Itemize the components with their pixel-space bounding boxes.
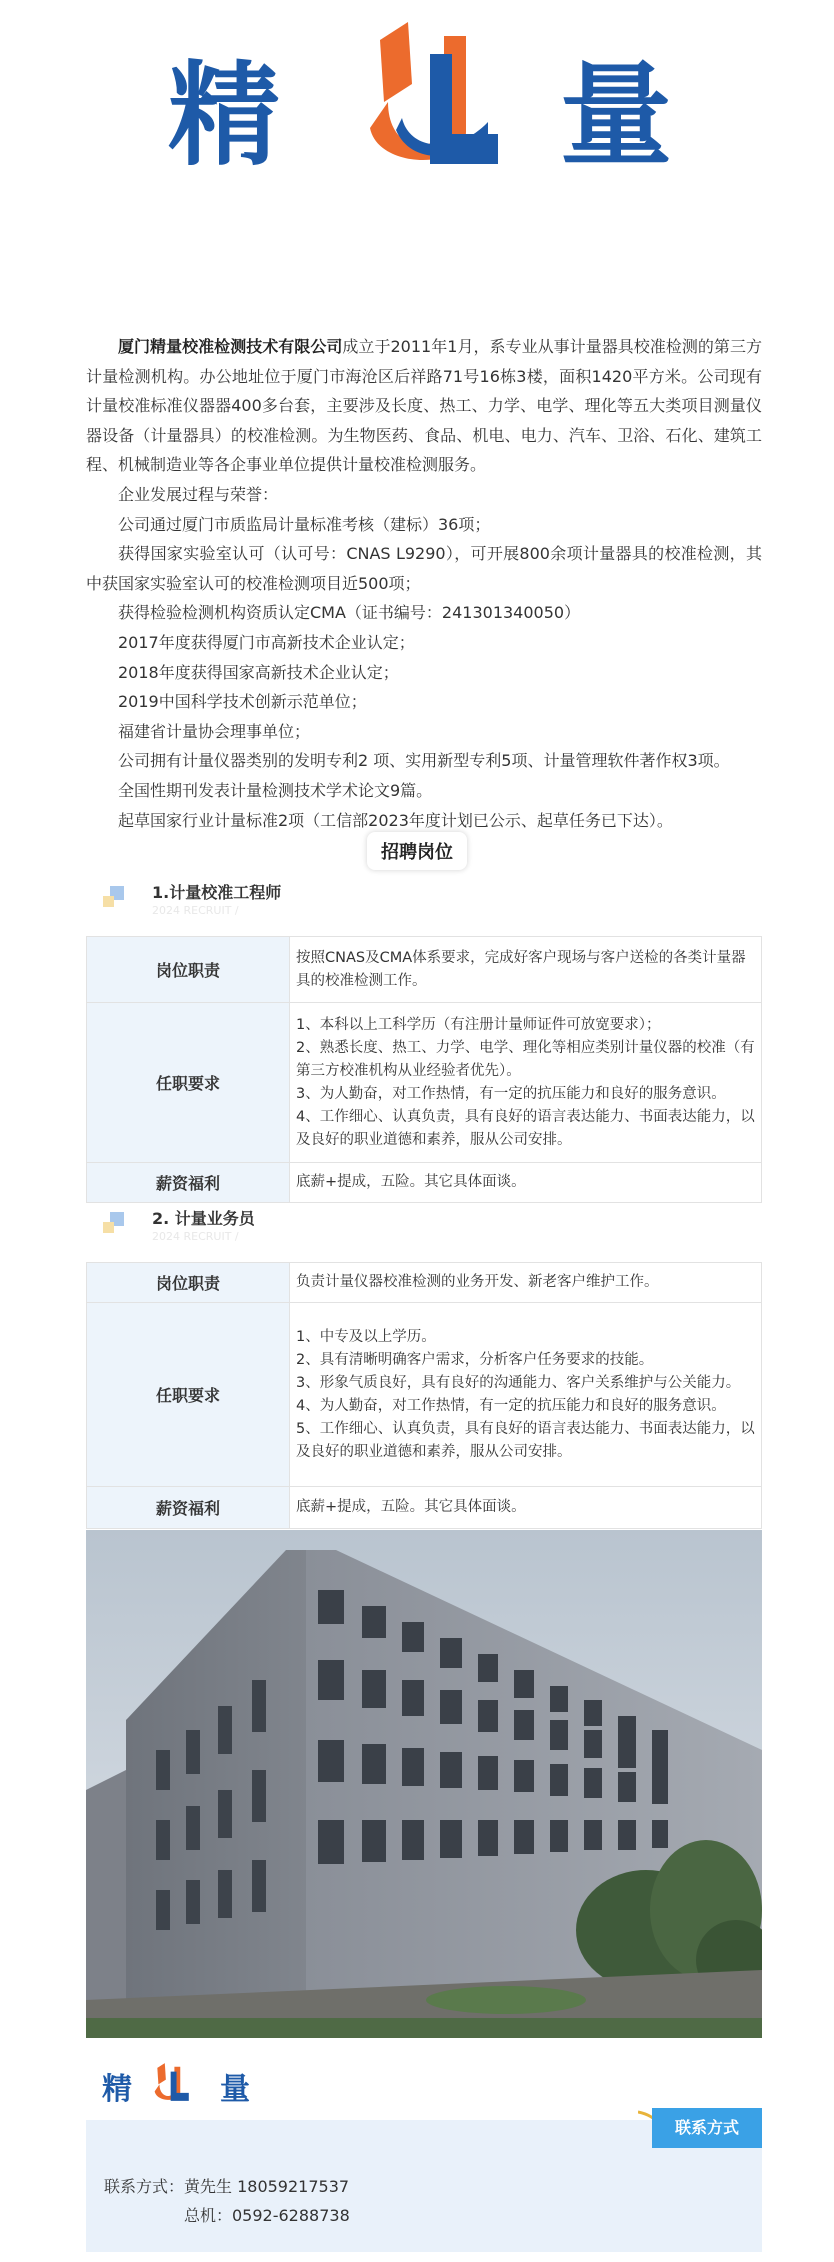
contact-phone-line: 联系方式：黄先生 18059217537 — [104, 2177, 350, 2196]
duty-label: 岗位职责 — [87, 937, 290, 1003]
footer-logo-char-right: 量 — [220, 2072, 250, 2107]
table-row — [87, 1163, 762, 1203]
contact-switchboard-line: 总机：0592-6288738 — [184, 2206, 350, 2225]
pay-value: 底薪+提成，五险。其它具体面谈。 — [290, 1487, 762, 1529]
contact-footer — [86, 2038, 762, 2252]
intro-line: 企业发展过程与荣誉： — [118, 484, 279, 504]
logo-mark-icon — [370, 18, 500, 168]
title-square-icon — [103, 896, 114, 907]
intro-line: 福建省计量协会理事单位； — [118, 721, 311, 741]
building-illustration — [86, 1530, 762, 2038]
pay-label: 薪资福利 — [87, 1487, 290, 1529]
intro-line: 2019中国科学技术创新示范单位； — [118, 692, 367, 712]
requirement-label: 任职要求 — [87, 1003, 290, 1163]
intro-line: 公司拥有计量仪器类别的发明专利2 项、实用新型专利5项、计量管理软件著作权3项。 — [118, 751, 730, 771]
table-row — [87, 1263, 762, 1303]
job-subtitle: 2024 RECRUIT / — [152, 1230, 239, 1243]
job-table — [86, 936, 762, 1203]
recruit-heading-label: 招聘岗位 — [367, 832, 467, 870]
brand-logo — [0, 0, 834, 200]
intro-line: 获得国家实验室认可（认可号：CNAS L9290），可开展800余项计量器具的校准检测，其中获国家实验室认可的校准检测项目近500项； — [86, 544, 762, 593]
logo-char-left: 精 — [168, 51, 280, 181]
job-title: 1.计量校准工程师 — [152, 883, 282, 902]
footer-logo — [102, 2064, 250, 2107]
requirement-value — [290, 1303, 762, 1487]
requirement-item: 2、具有清晰明确客户需求，分析客户任务要求的技能。 — [296, 1351, 654, 1368]
office-building-photo — [86, 1530, 762, 2038]
job-subtitle: 2024 RECRUIT / — [152, 904, 239, 917]
intro-line: 全国性期刊发表计量检测技术学术论文9篇。 — [118, 780, 433, 800]
requirement-label: 任职要求 — [87, 1303, 290, 1487]
requirement-item: 3、形象气质良好，具有良好的沟通能力、客户关系维护与公关能力。 — [296, 1374, 741, 1391]
recruit-heading — [0, 832, 834, 870]
duty-label: 岗位职责 — [87, 1263, 290, 1303]
contact-button[interactable]: 联系方式 — [652, 2108, 762, 2148]
intro-line: 公司通过厦门市质监局计量标准考核（建标）36项； — [118, 514, 491, 534]
requirement-item: 2、熟悉长度、热工、力学、电学、理化等相应类别计量仪器的校准（有第三方校准机构从业经验者优先）。 — [296, 1039, 755, 1079]
intro-line: 起草国家行业计量标准2项（工信部2023年度计划已公示、起草任务已下达）。 — [118, 810, 673, 830]
footer-logo-mark-icon — [148, 2062, 196, 2102]
requirement-value — [290, 1003, 762, 1163]
requirement-item: 1、中专及以上学历。 — [296, 1328, 436, 1345]
table-row — [87, 1487, 762, 1529]
requirement-item: 4、工作细心、认真负责，具有良好的语言表达能力、书面表达能力，以及良好的职业道德和素养，服从公司安排。 — [296, 1108, 755, 1148]
table-row — [87, 937, 762, 1003]
table-row — [87, 1303, 762, 1487]
footer-logo-char-left: 精 — [102, 2072, 132, 2107]
requirement-item: 3、为人勤奋，对工作热情，有一定的抗压能力和良好的服务意识。 — [296, 1085, 726, 1102]
requirement-item: 1、本科以上工科学历（有注册计量师证件可放宽要求）； — [296, 1016, 661, 1033]
intro-line: 2017年度获得厦门市高新技术企业认定； — [118, 632, 415, 652]
contact-info — [104, 2172, 350, 2230]
title-square-icon — [103, 1222, 114, 1233]
pay-value: 底薪+提成，五险。其它具体面谈。 — [290, 1163, 762, 1203]
intro-line: 获得检验检测机构资质认定CMA（证书编号：241301340050） — [118, 603, 581, 623]
logo-char-right: 量 — [560, 51, 672, 181]
pay-label: 薪资福利 — [87, 1163, 290, 1203]
requirement-item: 4、为人勤奋，对工作热情，有一定的抗压能力和良好的服务意识。 — [296, 1397, 726, 1414]
duty-value: 按照CNAS及CMA体系要求，完成好客户现场与客户送检的各类计量器具的校准检测工作。 — [290, 937, 762, 1003]
requirement-item: 5、工作细心、认真负责，具有良好的语言表达能力、书面表达能力，以及良好的职业道德和素养，服从公司安排。 — [296, 1420, 755, 1460]
table-row — [87, 1003, 762, 1163]
intro-lead — [86, 332, 762, 480]
duty-value: 负责计量仪器校准检测的业务开发、新老客户维护工作。 — [290, 1263, 762, 1303]
company-name: 厦门精量校准检测技术有限公司 — [118, 337, 343, 356]
company-intro — [86, 332, 762, 835]
job-table — [86, 1262, 762, 1529]
intro-line: 2018年度获得国家高新技术企业认定； — [118, 662, 399, 682]
job-title: 2. 计量业务员 — [152, 1209, 255, 1228]
company-description: 成立于2011年1月，系专业从事计量器具校准检测的第三方计量检测机构。办公地址位于厦门市海沧区后祥路71号16栋3楼，面积1420平方米。公司现有计量校准标准仪器器400多台套，主要涉及长度、热工、力学、电学、理化等五大类项目测量仪器设备（计量器具）的校准检测。为生物医药、食品、机电、电力、汽车、卫浴、石化、建筑工程、机械制造业等各企事业单位提供计量校准检测服务。 — [86, 337, 762, 475]
